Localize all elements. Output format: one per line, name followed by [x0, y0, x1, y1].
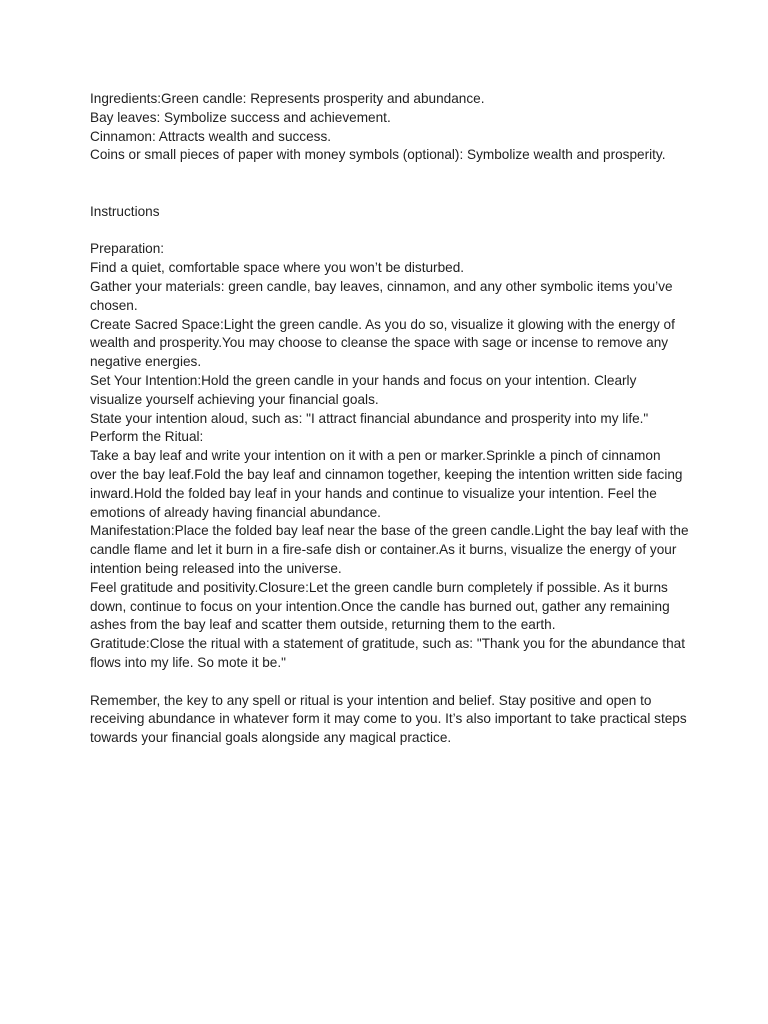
closing-paragraph: Remember, the key to any spell or ritual is your intention and belief. Stay positive and open to receiving abundance in whatever form it may come to you. It’s also important to take practical steps towards your financial goals alongside any magical practice. [90, 692, 687, 746]
document-page [90, 90, 690, 748]
ingredients-line: Ingredients:Green candle: Represents prosperity and abundance. [90, 91, 485, 106]
step-paragraph: Gratitude:Close the ritual with a statement of gratitude, such as: "Thank you for the abundance that flows into my life. So mote it be." [90, 636, 685, 670]
step-paragraph: Create Sacred Space:Light the green candle. As you do so, visualize it glowing with the energy of wealth and prosperity.You may choose to cleanse the space with sage or incense to remove any negative energies. [90, 316, 675, 370]
step-paragraph: State your intention aloud, such as: "I attract financial abundance and prosperity into my life." [90, 410, 649, 426]
ingredients-line: Bay leaves: Symbolize success and achievement. [90, 109, 391, 125]
step-preparation-heading: Preparation: [90, 241, 165, 257]
step-paragraph: Set Your Intention:Hold the green candle in your hands and focus on your intention. Clearly visualize yourself achieving your financial goals. [90, 372, 637, 407]
instructions-heading: Instructions [90, 203, 160, 219]
spacer [90, 673, 690, 692]
step-paragraph: Find a quiet, comfortable space where you won’t be disturbed. [90, 260, 465, 276]
step-paragraph: Take a bay leaf and write your intention on it with a pen or marker.Sprinkle a pinch of cinnamon over the bay leaf.Fold the bay leaf and cinnamon together, keeping the intention written side facing inward.Hold the folded bay leaf in your hands and continue to visualize your intention. Feel the emotions of already having financial abundance. [90, 448, 683, 520]
ingredients-line: Coins or small pieces of paper with money symbols (optional): Symbolize wealth and prosperity. [90, 147, 666, 163]
step-paragraph: Manifestation:Place the folded bay leaf near the base of the green candle.Light the bay leaf with the candle flame and let it burn in a fire-safe dish or container.As it burns, visualize the energy of your intention being released into the universe. [90, 523, 689, 576]
step-paragraph: Feel gratitude and positivity.Closure:Let the green candle burn completely if possible. As it burns down, continue to focus on your intention.Once the candle has burned out, gather any remaining ashes from the bay leaf and scatter them outside, returning them to the earth. [90, 579, 670, 633]
ingredients-line: Cinnamon: Attracts wealth and success. [90, 128, 332, 144]
spacer [90, 165, 690, 203]
spacer [90, 222, 690, 241]
step-ritual-heading: Perform the Ritual: [90, 429, 204, 445]
step-paragraph: Gather your materials: green candle, bay leaves, cinnamon, and any other symbolic items you’ve chosen. [90, 278, 673, 313]
